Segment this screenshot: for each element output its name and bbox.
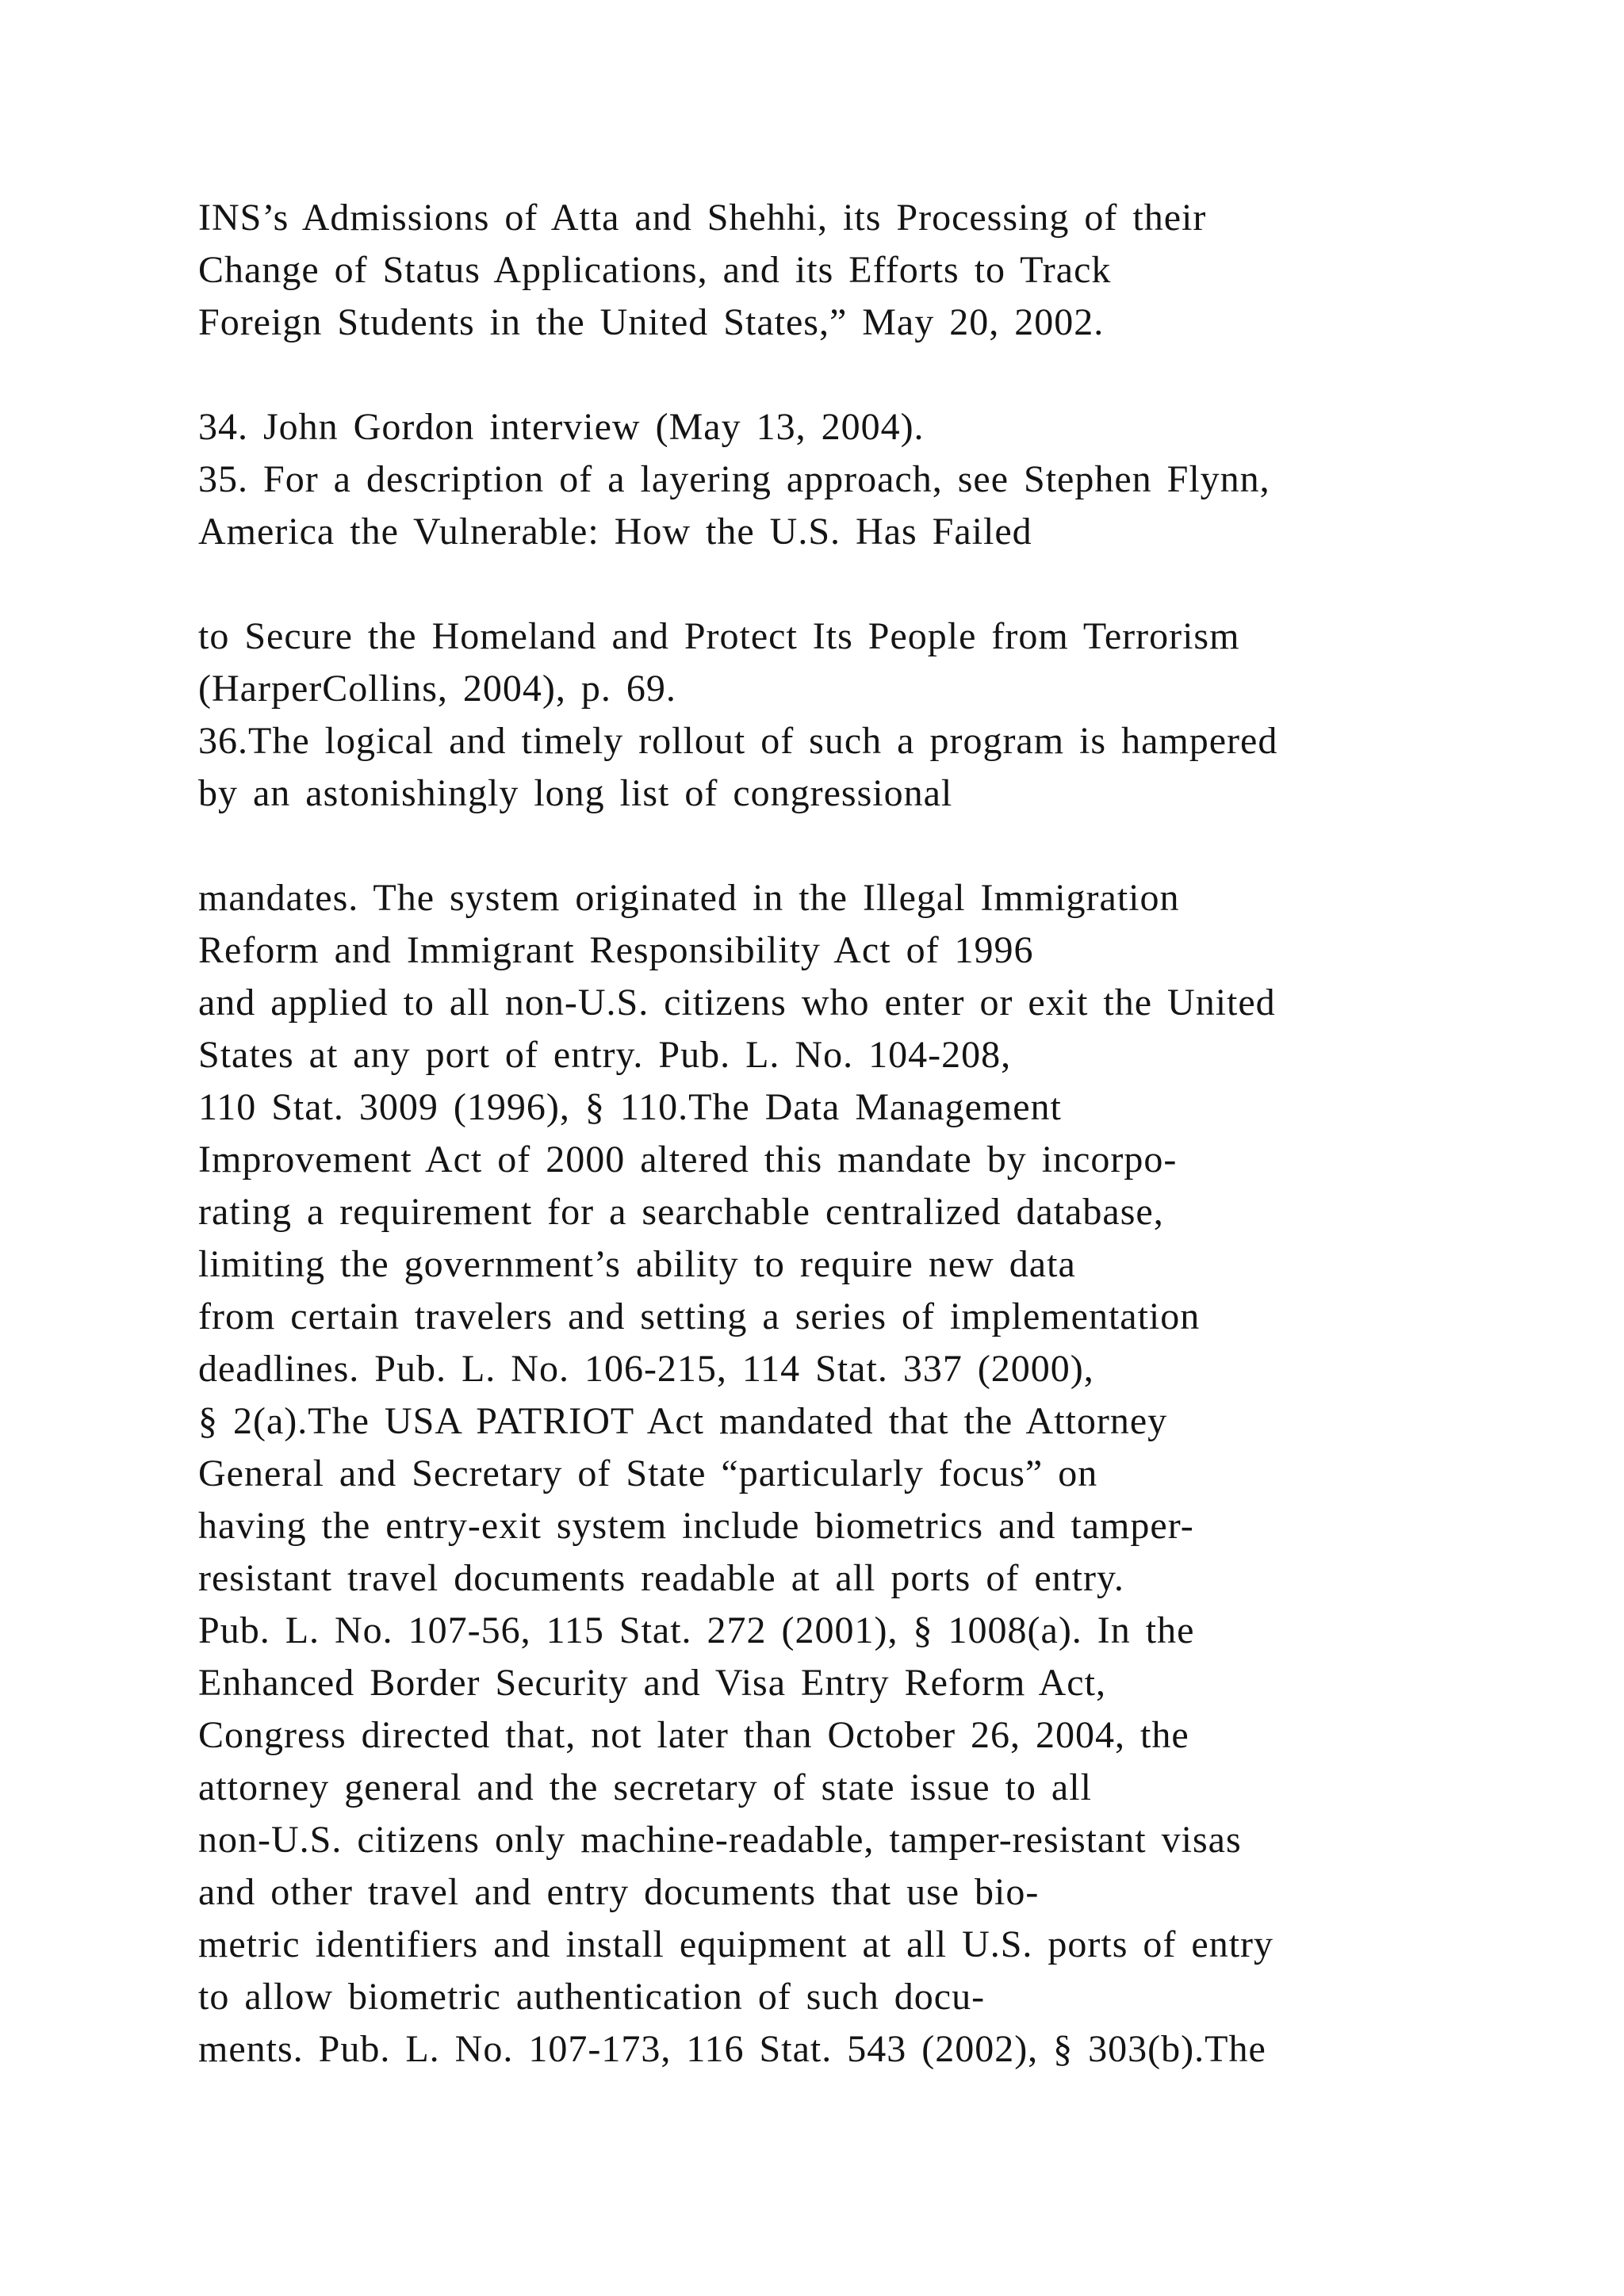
text-line: to Secure the Homeland and Protect Its People from Terrorism <box>198 615 1240 657</box>
text-line: and other travel and entry documents that use bio- <box>198 1871 1040 1913</box>
text-line: Congress directed that, not later than October 26, 2004, the <box>198 1714 1189 1756</box>
text-line: rating a requirement for a searchable centralized database, <box>198 1191 1164 1233</box>
text-line: America the Vulnerable: How the U.S. Has Failed <box>198 511 1032 553</box>
text-line: Improvement Act of 2000 altered this mandate by incorpo- <box>198 1138 1178 1181</box>
text-line: mandates. The system originated in the Illegal Immigration <box>198 877 1180 919</box>
text-line: limiting the government’s ability to require new data <box>198 1243 1076 1285</box>
text-line: to allow biometric authentication of such docu- <box>198 1976 986 2018</box>
text-line: General and Secretary of State “particularly focus” on <box>198 1452 1098 1494</box>
text-line: Pub. L. No. 107-56, 115 Stat. 272 (2001), § 1008(a). In the <box>198 1609 1195 1651</box>
text-line: 36.The logical and timely rollout of such a program is hampered <box>198 720 1278 762</box>
paragraph-gap <box>198 558 1515 610</box>
text-line: from certain travelers and setting a series of implementation <box>198 1295 1201 1337</box>
text-line: metric identifiers and install equipment at all U.S. ports of entry <box>198 1923 1274 1965</box>
text-line: Change of Status Applications, and its Efforts to Track <box>198 249 1112 291</box>
paragraph-gap <box>198 349 1515 401</box>
text-line: 110 Stat. 3009 (1996), § 110.The Data Management <box>198 1086 1062 1128</box>
text-line: ments. Pub. L. No. 107-173, 116 Stat. 543 (2002), § 303(b).The <box>198 2028 1266 2070</box>
text-line: States at any port of entry. Pub. L. No. 104-208, <box>198 1034 1012 1076</box>
text-line: (HarperCollins, 2004), p. 69. <box>198 668 676 710</box>
endnotes-text <box>198 192 1515 2076</box>
text-line: deadlines. Pub. L. No. 106-215, 114 Stat. 337 (2000), <box>198 1348 1094 1390</box>
text-line: § 2(a).The USA PATRIOT Act mandated that the Attorney <box>198 1400 1168 1442</box>
text-line: and applied to all non-U.S. citizens who enter or exit the United <box>198 982 1276 1024</box>
text-line: 35. For a description of a layering approach, see Stephen Flynn, <box>198 458 1270 500</box>
text-line: Enhanced Border Security and Visa Entry Reform Act, <box>198 1662 1106 1704</box>
text-line: INS’s Admissions of Atta and Shehhi, its Processing of their <box>198 197 1207 239</box>
text-line: resistant travel documents readable at all ports of entry. <box>198 1557 1124 1599</box>
text-line: attorney general and the secretary of state issue to all <box>198 1766 1092 1808</box>
text-line: Reform and Immigrant Responsibility Act of 1996 <box>198 929 1034 971</box>
paragraph-gap <box>198 820 1515 872</box>
text-line: having the entry-exit system include biometrics and tamper- <box>198 1505 1194 1547</box>
text-line: non-U.S. citizens only machine-readable, tamper-resistant visas <box>198 1819 1242 1861</box>
text-line: by an astonishingly long list of congressional <box>198 772 953 814</box>
text-line: 34. John Gordon interview (May 13, 2004). <box>198 406 925 448</box>
text-line: Foreign Students in the United States,” May 20, 2002. <box>198 301 1105 343</box>
